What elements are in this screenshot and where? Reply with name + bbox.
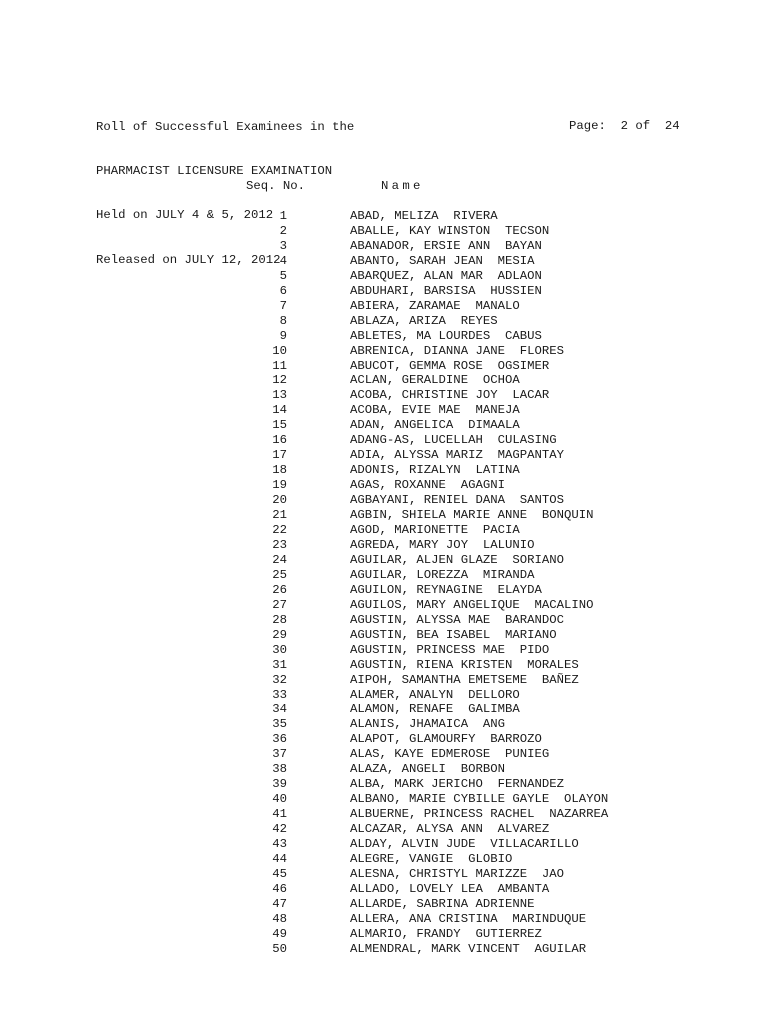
examinee-name: ALBANO, MARIE CYBILLE GAYLE OLAYON — [350, 792, 609, 807]
list-item — [0, 209, 768, 224]
header-title-line: Roll of Successful Examinees in the — [96, 119, 355, 134]
list-item — [0, 239, 768, 254]
seq-number: 9 — [279, 328, 287, 343]
seq-number: 32 — [272, 672, 287, 687]
seq-number: 23 — [272, 537, 287, 552]
header-exam-name: PHARMACIST LICENSURE EXAMINATION — [96, 163, 333, 178]
seq-number: 35 — [272, 717, 287, 732]
examinee-name: AGUSTIN, ALYSSA MAE BARANDOC — [350, 612, 565, 627]
seq-number: 37 — [272, 747, 287, 762]
list-item — [0, 927, 768, 942]
seq-number: 31 — [272, 657, 287, 672]
list-item — [0, 269, 768, 284]
examinee-name: ABAD, MELIZA RIVERA — [350, 209, 498, 223]
examinee-name: ALEGRE, VANGIE GLOBIO — [350, 851, 513, 866]
list-item — [0, 388, 768, 403]
list-item — [0, 463, 768, 478]
examinee-name: ALAMON, RENAFE GALIMBA — [350, 702, 520, 717]
seq-number: 26 — [272, 582, 287, 597]
list-item — [0, 613, 768, 628]
examinee-name: ALLERA, ANA CRISTINA MARINDUQUE — [350, 911, 587, 926]
list-item — [0, 807, 768, 822]
seq-number: 21 — [272, 508, 287, 523]
seq-number: 36 — [272, 732, 287, 747]
list-item — [0, 717, 768, 732]
seq-number: 3 — [279, 238, 287, 253]
examinee-name: AGUSTIN, RIENA KRISTEN MORALES — [350, 657, 579, 672]
examinee-name: ABALLE, KAY WINSTON TECSON — [350, 223, 550, 238]
seq-number: 16 — [272, 433, 287, 448]
list-item — [0, 523, 768, 538]
seq-number: 6 — [279, 283, 287, 298]
examinee-name: AGBAYANI, RENIEL DANA SANTOS — [350, 493, 565, 508]
seq-number: 10 — [272, 343, 287, 358]
header-released-date: Released on JULY 12, 2012 — [96, 252, 281, 267]
examinee-name: ALLARDE, SABRINA ADRIENNE — [350, 896, 535, 911]
list-item — [0, 284, 768, 299]
examinee-name: ALBUERNE, PRINCESS RACHEL NAZARREA — [350, 807, 609, 822]
column-header-name: Name — [381, 179, 424, 193]
examinee-name: ABUCOT, GEMMA ROSE OGSIMER — [350, 358, 550, 373]
examinee-name: ABARQUEZ, ALAN MAR ADLAON — [350, 268, 542, 283]
list-item — [0, 747, 768, 762]
list-item — [0, 344, 768, 359]
seq-number: 22 — [272, 523, 287, 538]
examinee-name: AGUILAR, LOREZZA MIRANDA — [350, 567, 535, 582]
seq-number: 48 — [272, 911, 287, 926]
list-item — [0, 732, 768, 747]
seq-number: 27 — [272, 597, 287, 612]
examinee-name: ABDUHARI, BARSISA HUSSIEN — [350, 283, 542, 298]
examinee-name: ABANTO, SARAH JEAN MESIA — [350, 253, 535, 268]
seq-number: 39 — [272, 777, 287, 792]
list-item — [0, 942, 768, 957]
list-item — [0, 493, 768, 508]
list-item — [0, 553, 768, 568]
seq-number: 34 — [272, 702, 287, 717]
list-item — [0, 583, 768, 598]
seq-number: 49 — [272, 926, 287, 941]
seq-number: 40 — [272, 792, 287, 807]
examinee-name: AGUSTIN, BEA ISABEL MARIANO — [350, 627, 557, 642]
column-header-seq: Seq. No. — [246, 179, 306, 193]
examinee-name: ALAMER, ANALYN DELLORO — [350, 687, 520, 702]
examinee-name: AGUSTIN, PRINCESS MAE PIDO — [350, 642, 550, 657]
seq-number: 43 — [272, 837, 287, 852]
examinee-name: ADANG-AS, LUCELLAH CULASING — [350, 433, 557, 448]
seq-number: 44 — [272, 851, 287, 866]
seq-number: 42 — [272, 822, 287, 837]
examinee-name: AGUILON, REYNAGINE ELAYDA — [350, 582, 542, 597]
examinee-name: ALBA, MARK JERICHO FERNANDEZ — [350, 777, 565, 792]
seq-number: 28 — [272, 612, 287, 627]
seq-number: 41 — [272, 807, 287, 822]
list-item — [0, 373, 768, 388]
seq-number: 46 — [272, 881, 287, 896]
list-item — [0, 628, 768, 643]
examinee-name: ALAPOT, GLAMOURFY BARROZO — [350, 732, 542, 747]
examinee-name: ADONIS, RIZALYN LATINA — [350, 463, 520, 478]
examinee-name: AGOD, MARIONETTE PACIA — [350, 523, 520, 538]
seq-number: 7 — [279, 298, 287, 313]
seq-number: 11 — [272, 358, 287, 373]
seq-number: 8 — [279, 313, 287, 328]
examinee-name: ACLAN, GERALDINE OCHOA — [350, 373, 520, 388]
seq-number: 38 — [272, 762, 287, 777]
examinee-name: ABLETES, MA LOURDES CABUS — [350, 328, 542, 343]
seq-number: 33 — [272, 687, 287, 702]
examinee-name: AGBIN, SHIELA MARIE ANNE BONQUIN — [350, 508, 594, 523]
list-item — [0, 762, 768, 777]
list-item — [0, 777, 768, 792]
examinee-name: ABIERA, ZARAMAE MANALO — [350, 298, 520, 313]
seq-number: 29 — [272, 627, 287, 642]
seq-number: 19 — [272, 478, 287, 493]
examinee-name: ACOBA, EVIE MAE MANEJA — [350, 403, 520, 418]
seq-number: 1 — [279, 209, 287, 223]
examinee-name: ALAS, KAYE EDMEROSE PUNIEG — [350, 747, 550, 762]
page-number: Page: 2 of 24 — [569, 119, 680, 133]
list-item — [0, 643, 768, 658]
list-item — [0, 822, 768, 837]
examinee-list — [0, 209, 768, 957]
seq-number: 17 — [272, 448, 287, 463]
seq-number: 47 — [272, 896, 287, 911]
examinee-name: ALAZA, ANGELI BORBON — [350, 762, 505, 777]
examinee-name: ALCAZAR, ALYSA ANN ALVAREZ — [350, 822, 550, 837]
examinee-name: AGREDA, MARY JOY LALUNIO — [350, 537, 535, 552]
list-item — [0, 702, 768, 717]
list-item — [0, 508, 768, 523]
list-item — [0, 568, 768, 583]
seq-number: 50 — [272, 941, 287, 956]
list-item — [0, 314, 768, 329]
seq-number: 25 — [272, 567, 287, 582]
list-item — [0, 224, 768, 239]
seq-number: 14 — [272, 403, 287, 418]
examinee-name: ALANIS, JHAMAICA ANG — [350, 717, 505, 732]
list-item — [0, 852, 768, 867]
examinee-name: ABANADOR, ERSIE ANN BAYAN — [350, 238, 542, 253]
seq-number: 30 — [272, 642, 287, 657]
examinee-name: ADAN, ANGELICA DIMAALA — [350, 418, 520, 433]
list-item — [0, 688, 768, 703]
examinee-name: ADIA, ALYSSA MARIZ MAGPANTAY — [350, 448, 565, 463]
seq-number: 4 — [279, 253, 287, 268]
list-item — [0, 418, 768, 433]
examinee-name: ABRENICA, DIANNA JANE FLORES — [350, 343, 565, 358]
examinee-name: AGUILAR, ALJEN GLAZE SORIANO — [350, 552, 565, 567]
list-item — [0, 329, 768, 344]
seq-number: 45 — [272, 866, 287, 881]
seq-number: 5 — [279, 268, 287, 283]
seq-number: 18 — [272, 463, 287, 478]
examinee-name: ALLADO, LOVELY LEA AMBANTA — [350, 881, 550, 896]
list-item — [0, 882, 768, 897]
list-item — [0, 897, 768, 912]
examinee-name: ALMARIO, FRANDY GUTIERREZ — [350, 926, 542, 941]
list-item — [0, 837, 768, 852]
seq-number: 13 — [272, 388, 287, 403]
list-item — [0, 478, 768, 493]
seq-number: 24 — [272, 552, 287, 567]
list-item — [0, 912, 768, 927]
examinee-name: ALDAY, ALVIN JUDE VILLACARILLO — [350, 837, 579, 852]
seq-number: 2 — [279, 223, 287, 238]
list-item — [0, 598, 768, 613]
examinee-name: AIPOH, SAMANTHA EMETSEME BAÑEZ — [350, 672, 579, 687]
seq-number: 20 — [272, 493, 287, 508]
list-item — [0, 299, 768, 314]
list-item — [0, 867, 768, 882]
examinee-name: ALESNA, CHRISTYL MARIZZE JAO — [350, 866, 565, 881]
seq-number: 15 — [272, 418, 287, 433]
seq-number: 12 — [272, 373, 287, 388]
examinee-name: ACOBA, CHRISTINE JOY LACAR — [350, 388, 550, 403]
examinee-name: ABLAZA, ARIZA REYES — [350, 313, 498, 328]
examinee-name: AGUILOS, MARY ANGELIQUE MACALINO — [350, 597, 594, 612]
list-item — [0, 433, 768, 448]
examinee-name: ALMENDRAL, MARK VINCENT AGUILAR — [350, 941, 587, 956]
list-item — [0, 359, 768, 374]
list-item — [0, 673, 768, 688]
list-item — [0, 538, 768, 553]
list-item — [0, 792, 768, 807]
list-item — [0, 448, 768, 463]
list-item — [0, 254, 768, 269]
examinee-name: AGAS, ROXANNE AGAGNI — [350, 478, 505, 493]
header-held-date: Held on JULY 4 & 5, 2012 — [96, 208, 274, 223]
list-item — [0, 658, 768, 673]
list-item — [0, 403, 768, 418]
